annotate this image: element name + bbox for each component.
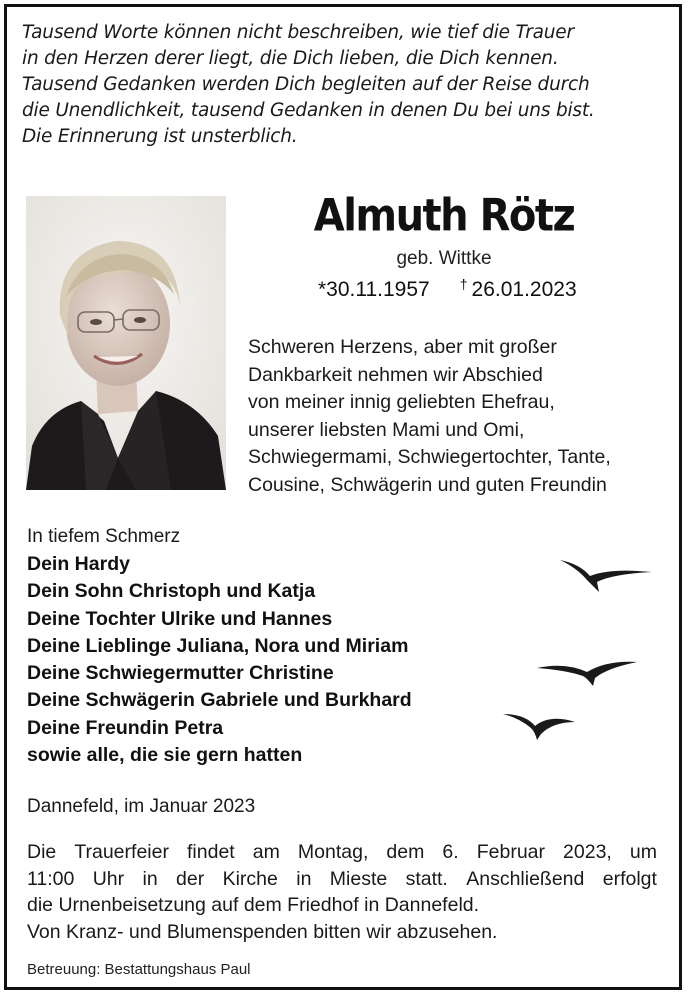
flying-birds-illustration bbox=[495, 550, 665, 750]
funeral-line-2 bbox=[27, 866, 657, 893]
farewell-line: Schweren Herzens, aber mit großer bbox=[248, 336, 557, 358]
farewell-line: Schwiegermami, Schwiegertochter, Tante, bbox=[248, 446, 611, 468]
portrait-photo bbox=[26, 196, 226, 490]
word: Kirche bbox=[222, 867, 278, 890]
mourners-heading: In tiefem Schmerz bbox=[27, 526, 181, 547]
mourner-entry: Dein Hardy bbox=[27, 553, 130, 575]
word: der bbox=[176, 867, 205, 890]
word: Anschließend bbox=[466, 867, 585, 890]
mourner-entry: Dein Sohn Christoph und Katja bbox=[27, 580, 316, 603]
word: in bbox=[142, 867, 158, 890]
word: Februar bbox=[476, 841, 545, 863]
farewell-line: Cousine, Schwägerin und guten Freundin bbox=[248, 473, 607, 496]
mourners-list bbox=[27, 551, 527, 769]
word: Trauerfeier bbox=[74, 841, 169, 863]
death-date: 26.01.2023 bbox=[471, 278, 577, 301]
funeral-line-3: die Urnenbeisetzung auf dem Friedhof in Dannefeld. bbox=[27, 894, 480, 916]
poem-line: Tausend Worte können nicht beschreiben, wie tief die Trauer bbox=[22, 22, 574, 43]
mourner-entry: sowie alle, die sie gern hatten bbox=[27, 744, 303, 767]
funeral-line-4: Von Kranz- und Blumenspenden bitten wir abzusehen. bbox=[27, 920, 498, 943]
death-date-group bbox=[460, 278, 577, 301]
poem-line: Tausend Gedanken werden Dich begleiten auf der Reise durch bbox=[22, 74, 590, 95]
life-dates bbox=[318, 276, 608, 302]
word: Montag, bbox=[297, 841, 369, 863]
word: Mieste bbox=[329, 867, 388, 890]
word: erfolgt bbox=[602, 867, 657, 890]
word: 2023, bbox=[563, 841, 612, 863]
farewell-line: Dankbarkeit nehmen wir Abschied bbox=[248, 363, 543, 386]
farewell-text bbox=[248, 334, 678, 499]
word: dem bbox=[386, 841, 425, 863]
farewell-line: von meiner innig geliebten Ehefrau, bbox=[248, 391, 555, 413]
word: Uhr bbox=[92, 867, 125, 890]
mourner-entry: Deine Lieblinge Juliana, Nora und Miriam bbox=[27, 634, 409, 657]
bird-icon bbox=[560, 560, 652, 592]
mourner-entry: Deine Freundin Petra bbox=[27, 716, 224, 739]
funeral-info bbox=[27, 839, 667, 945]
poem-line: die Unendlichkeit, tausend Gedanken in denen Du bei uns bist. bbox=[22, 100, 595, 121]
word: statt. bbox=[405, 867, 448, 890]
funeral-line-1 bbox=[27, 839, 657, 866]
poem-line: Die Erinnerung ist unsterblich. bbox=[22, 126, 298, 147]
mourner-entry: Deine Schwiegermutter Christine bbox=[27, 662, 334, 685]
birth-date: *30.11.1957 bbox=[318, 278, 430, 301]
mourner-entry: Deine Schwägerin Gabriele und Burkhard bbox=[27, 689, 412, 712]
poem bbox=[22, 20, 672, 150]
funeral-home-credit: Betreuung: Bestattungshaus Paul bbox=[27, 961, 251, 978]
birth-name: geb. Wittke bbox=[396, 248, 492, 269]
poem-line: in den Herzen derer liegt, die Dich lieben, die Dich kennen. bbox=[22, 48, 559, 69]
cross-icon: † bbox=[459, 276, 468, 292]
word: Die bbox=[27, 841, 57, 863]
mourner-entry: Deine Tochter Ulrike und Hannes bbox=[27, 607, 333, 630]
farewell-line: unserer liebsten Mami und Omi, bbox=[248, 418, 525, 441]
bird-icon bbox=[537, 662, 637, 686]
word: 6. bbox=[442, 841, 459, 863]
word: um bbox=[629, 841, 657, 863]
place-and-date: Dannefeld, im Januar 2023 bbox=[27, 796, 256, 817]
word: am bbox=[252, 841, 280, 863]
word: 11:00 bbox=[27, 867, 75, 890]
word: findet bbox=[187, 841, 235, 863]
word: in bbox=[296, 867, 312, 890]
deceased-name: Almuth Rötz bbox=[313, 190, 575, 242]
bird-icon bbox=[503, 714, 575, 740]
